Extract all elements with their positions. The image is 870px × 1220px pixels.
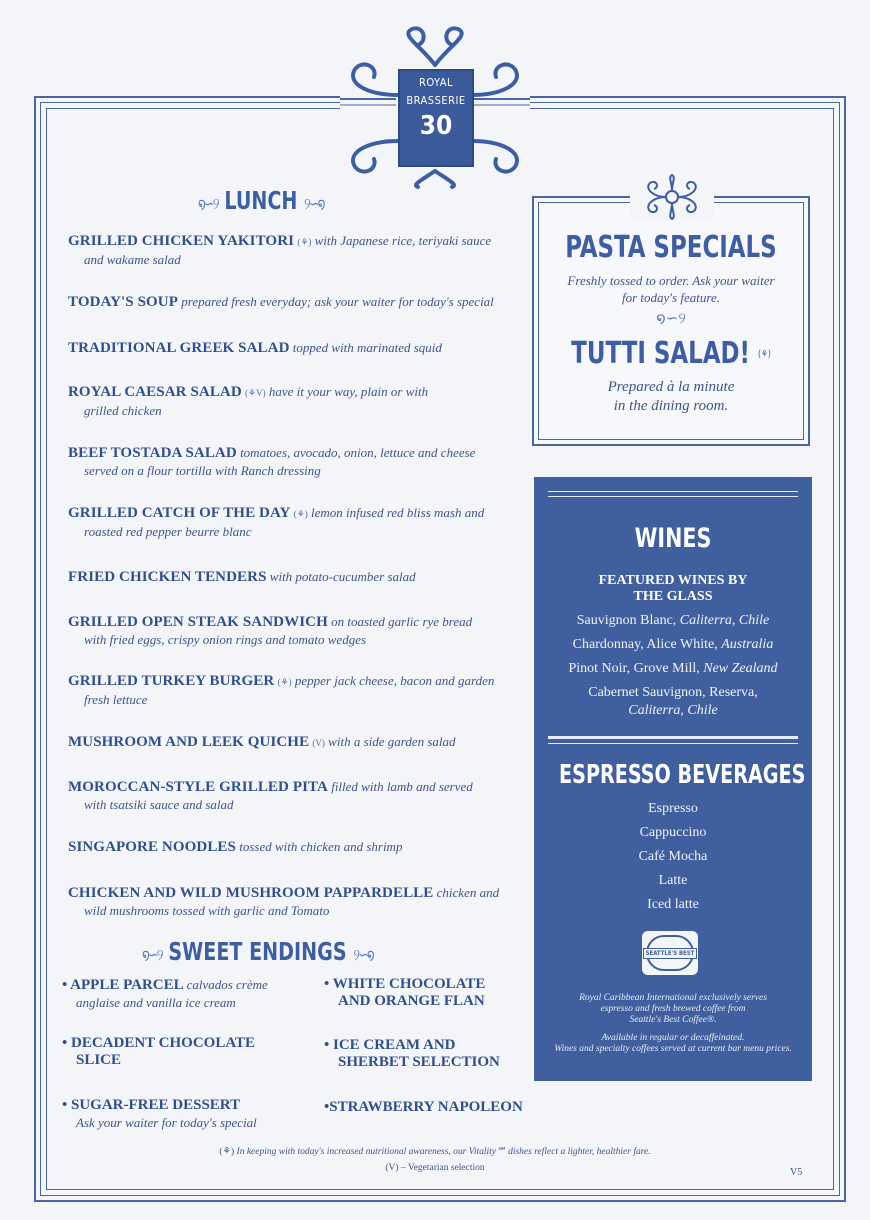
- seattles-best-text: SEATTLE'S BEST: [643, 948, 698, 959]
- divider: [548, 496, 798, 497]
- lunch-item-name: GRILLED CATCH OF THE DAY: [68, 505, 291, 521]
- lunch-item-name: GRILLED TURKEY BURGER: [68, 673, 275, 689]
- swirl-left-icon: ໑∽୨: [142, 945, 162, 964]
- lunch-item-desc: with Japanese rice, teriyaki sauce: [314, 233, 492, 248]
- wines-subtitle-line2: THE GLASS: [633, 589, 713, 604]
- divider: [548, 491, 798, 492]
- lunch-item-desc: with a side garden salad: [328, 734, 456, 749]
- lunch-item-desc: filled with lamb and served: [331, 779, 473, 794]
- lunch-item-desc-line2: wild mushrooms tossed with garlic and Tomato: [84, 903, 330, 918]
- wine-name: Pinot Noir, Grove Mill,: [568, 661, 704, 676]
- logo-line1: ROYAL: [418, 76, 454, 89]
- lunch-item-name: GRILLED OPEN STEAK SANDWICH: [68, 614, 328, 630]
- wine-item: [534, 685, 812, 701]
- logo-line2: BRASSERIE: [406, 94, 466, 107]
- lunch-item-desc: have it your way, plain or with: [268, 384, 429, 399]
- wine-name: Cabernet Sauvignon, Reserva,: [588, 685, 758, 700]
- divider: [548, 743, 798, 744]
- pasta-text-line2: for today's feature.: [622, 290, 720, 305]
- fine-line4: Available in regular or decaffeinated.: [601, 1033, 745, 1043]
- footer-note: [0, 1146, 870, 1157]
- lunch-item-desc: lemon infused red bliss mash and: [311, 505, 485, 520]
- espresso-item: Café Mocha: [638, 849, 708, 864]
- lunch-item-desc-line2: served on a flour tortilla with Ranch dressing: [84, 463, 321, 478]
- diet-mark: (⚘V): [245, 388, 266, 398]
- coffee-fine-print: [534, 993, 812, 1055]
- tutti-text-line2: in the dining room.: [613, 398, 729, 414]
- wine-origin: Caliterra, Chile: [628, 703, 718, 718]
- lunch-item-desc-line2: roasted red pepper beurre blanc: [84, 524, 252, 539]
- sweet-name: • ICE CREAM AND: [324, 1037, 456, 1053]
- sweet-item-strawberry-napoleon: [324, 1099, 523, 1116]
- wine-name: Chardonnay, Alice White,: [572, 637, 722, 652]
- version-label: V5: [790, 1167, 803, 1178]
- vitality-mark: (⚘): [757, 349, 771, 360]
- lunch-item: [68, 733, 538, 752]
- lunch-heading: [198, 186, 324, 215]
- lunch-item-desc: prepared fresh everyday; ask your waiter for today's special: [181, 294, 494, 309]
- lunch-item-desc: with potato-cucumber salad: [269, 569, 416, 584]
- lunch-item: [68, 383, 538, 419]
- swirl-right-icon: ୨∽໑: [304, 194, 324, 213]
- pasta-text: [538, 272, 804, 306]
- royal-brasserie-logo: [340, 25, 530, 190]
- wine-item: [534, 613, 812, 629]
- sweet-name: •STRAWBERRY NAPOLEON: [324, 1099, 523, 1115]
- sweet-name-line2: SHERBET SELECTION: [338, 1054, 500, 1070]
- wines-subtitle-line1: FEATURED WINES BY: [598, 573, 748, 588]
- wine-item: [534, 637, 812, 653]
- lunch-item-name: MUSHROOM AND LEEK QUICHE: [68, 734, 310, 750]
- wine-origin: Australia: [721, 637, 774, 652]
- lunch-item: [68, 444, 538, 479]
- lunch-item: [68, 838, 538, 856]
- sweet-item-white-chocolate: [324, 976, 485, 1010]
- sweet-item-apple-parcel: [62, 976, 268, 1011]
- sweet-name: • APPLE PARCEL: [62, 977, 183, 993]
- wines-title: WINES: [634, 523, 712, 554]
- wine-origin: Caliterra, Chile: [679, 613, 770, 628]
- espresso-item: Espresso: [648, 801, 698, 816]
- sweet-desc: Ask your waiter for today's special: [76, 1115, 257, 1130]
- sweet-heading-text: SWEET ENDINGS: [168, 937, 347, 966]
- espresso-item: Iced latte: [647, 897, 699, 912]
- lunch-item: [68, 778, 538, 813]
- lunch-item-name: BEEF TOSTADA SALAD: [68, 445, 237, 461]
- beverages-panel: [534, 477, 812, 1081]
- lunch-heading-text: LUNCH: [224, 186, 298, 215]
- sweet-desc: anglaise and vanilla ice cream: [76, 995, 236, 1010]
- lunch-item-desc: topped with marinated squid: [292, 340, 442, 355]
- ornament-icon: [630, 173, 714, 221]
- lunch-item-name: ROYAL CAESAR SALAD: [68, 384, 242, 400]
- tutti-text: [538, 378, 804, 416]
- sweet-item-ice-cream: [324, 1037, 500, 1071]
- pasta-ornament: [630, 173, 714, 221]
- tutti-title-text: TUTTI SALAD!: [571, 336, 751, 371]
- wines-subtitle: [534, 573, 812, 605]
- sweet-name: • DECADENT CHOCOLATE: [62, 1035, 256, 1051]
- lunch-item: [68, 613, 538, 648]
- logo-number: 30: [419, 111, 453, 141]
- vitality-mark: (⚘): [219, 1147, 235, 1157]
- divider: [548, 736, 798, 739]
- lunch-item: [68, 568, 538, 586]
- lunch-item: [68, 339, 538, 357]
- swirl-left-icon: ໑∽୨: [198, 194, 218, 213]
- espresso-item: Latte: [658, 873, 688, 888]
- lunch-item-desc-line2: fresh lettuce: [84, 692, 148, 707]
- fine-line3: Seattle's Best Coffee®.: [629, 1015, 717, 1025]
- lunch-item: [68, 293, 538, 311]
- logo-badge: [398, 69, 474, 167]
- fine-line1: Royal Caribbean International exclusively serves: [579, 993, 767, 1003]
- sweet-name: • WHITE CHOCOLATE: [324, 976, 486, 992]
- lunch-item: [68, 672, 538, 708]
- diet-mark: (V): [312, 738, 325, 748]
- lunch-item-name: CHICKEN AND WILD MUSHROOM PAPPARDELLE: [68, 885, 434, 901]
- lunch-item-name: TODAY'S SOUP: [68, 294, 178, 310]
- swirl-right-icon: ୨∽໑: [353, 945, 374, 964]
- seattles-best-logo: [642, 931, 698, 975]
- footer-vegetarian: (V) – Vegetarian selection: [385, 1163, 485, 1173]
- pasta-title: PASTA SPECIALS: [565, 230, 777, 265]
- wine-name: Sauvignon Blanc,: [576, 613, 680, 628]
- sweet-name: • SUGAR-FREE DESSERT: [62, 1097, 241, 1113]
- sweet-item-decadent-chocolate: [62, 1035, 255, 1069]
- diet-mark: (⚘): [293, 509, 308, 519]
- lunch-item-name: FRIED CHICKEN TENDERS: [68, 569, 267, 585]
- lunch-item-name: GRILLED CHICKEN YAKITORI: [68, 233, 295, 249]
- wine-item: [534, 703, 812, 719]
- tutti-title: [558, 336, 784, 371]
- espresso-title: ESPRESSO BEVERAGES: [559, 760, 806, 790]
- espresso-item: Cappuccino: [639, 825, 707, 840]
- fine-line5: Wines and specialty coffees served at current bar menu prices.: [554, 1044, 792, 1054]
- lunch-item-desc-line2: with fried eggs, crispy onion rings and tomato wedges: [84, 632, 367, 647]
- seattles-best-emblem-icon: [646, 935, 694, 971]
- tutti-text-line1: Prepared à la minute: [607, 379, 735, 395]
- lunch-item: [68, 504, 538, 540]
- sweet-desc-inline: calvados crème: [186, 977, 268, 992]
- lunch-item-desc: chicken and: [436, 885, 500, 900]
- lunch-item-desc: pepper jack cheese, bacon and garden: [294, 673, 495, 688]
- sweet-item-sugar-free: [62, 1097, 257, 1131]
- diet-mark: (⚘): [277, 677, 292, 687]
- footer-vitality-text: In keeping with today's increased nutritional awareness, our Vitality℠ dishes reflect a lighter, healthier fare.: [236, 1147, 651, 1157]
- wine-origin: New Zealand: [703, 661, 778, 676]
- lunch-item-name: SINGAPORE NOODLES: [68, 839, 236, 855]
- diet-mark: (⚘): [297, 237, 312, 247]
- wine-item: [534, 661, 812, 677]
- pasta-text-line1: Freshly tossed to order. Ask your waiter: [567, 273, 775, 288]
- lunch-item-desc: tomatoes, avocado, onion, lettuce and cheese: [240, 445, 476, 460]
- lunch-item-name: MOROCCAN-STYLE GRILLED PITA: [68, 779, 328, 795]
- lunch-item-desc: tossed with chicken and shrimp: [239, 839, 403, 854]
- sweet-name-line2: SLICE: [76, 1052, 122, 1068]
- lunch-item-desc-line2: and wakame salad: [84, 252, 181, 267]
- sweet-name-line2: AND ORANGE FLAN: [338, 993, 485, 1009]
- lunch-item-desc-line2: grilled chicken: [84, 403, 162, 418]
- lunch-item-desc-line2: with tsatsiki sauce and salad: [84, 797, 234, 812]
- lunch-item-desc: on toasted garlic rye bread: [331, 614, 473, 629]
- fine-line2: espresso and fresh brewed coffee from: [600, 1004, 746, 1014]
- lunch-item: [68, 232, 538, 268]
- pasta-swirl-icon: ໑∽୨: [656, 311, 686, 327]
- lunch-item-name: TRADITIONAL GREEK SALAD: [68, 340, 290, 356]
- lunch-item: [68, 884, 538, 919]
- sweet-heading: [142, 937, 373, 966]
